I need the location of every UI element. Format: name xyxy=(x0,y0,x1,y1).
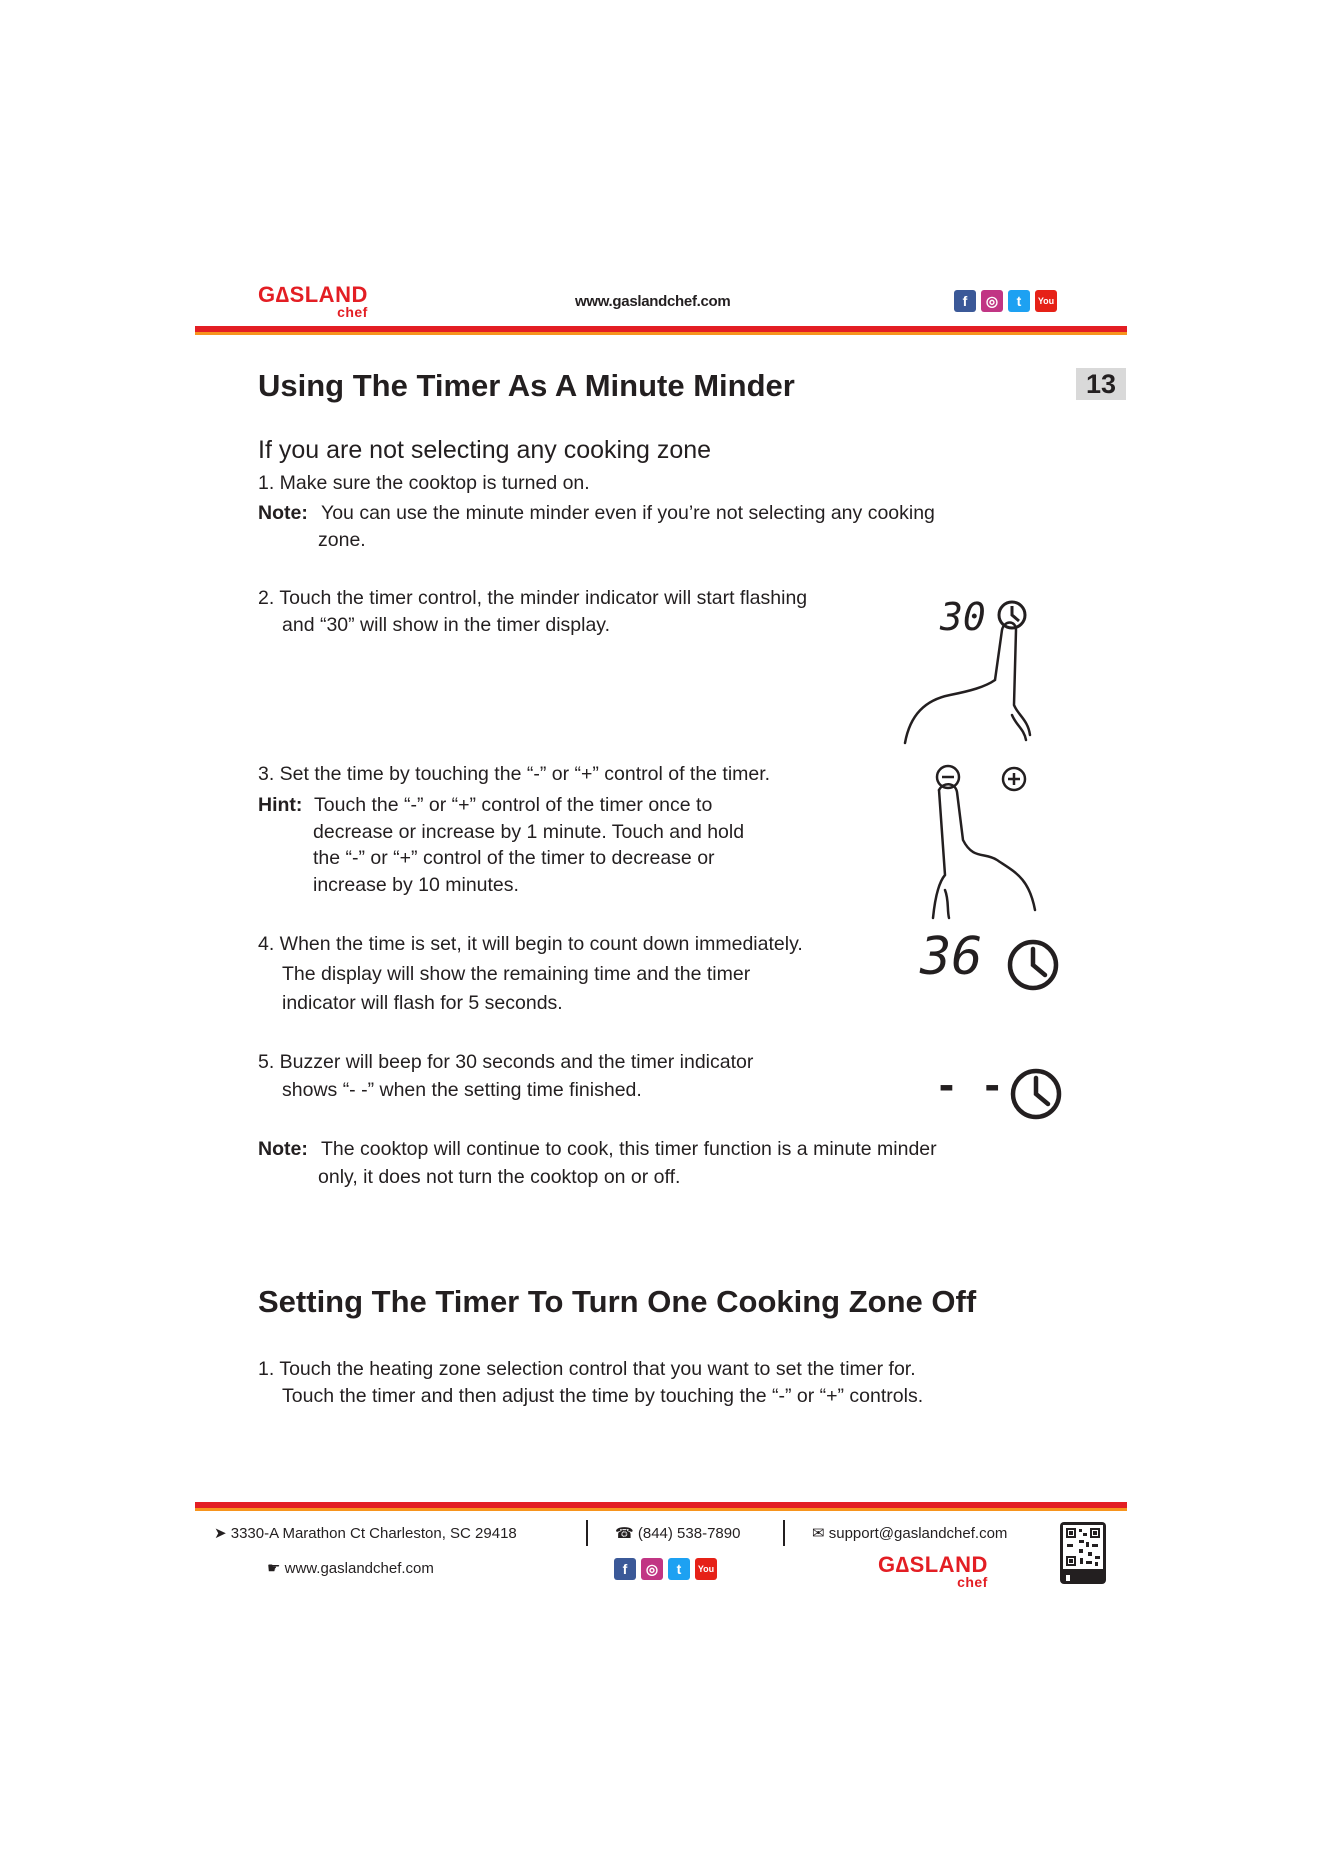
facebook-icon[interactable]: f xyxy=(614,1558,636,1580)
timer-display-dashes: - - xyxy=(935,1064,1004,1108)
note-1-line-2: zone. xyxy=(318,529,366,551)
phone-text[interactable]: (844) 538-7890 xyxy=(637,1525,741,1542)
instagram-icon[interactable]: ◎ xyxy=(981,290,1003,312)
address-text: 3330-A Marathon Ct Charleston, SC 29418 xyxy=(230,1525,517,1542)
footer-separator xyxy=(586,1520,588,1546)
clock-icon xyxy=(1005,937,1061,993)
timer-display-30: 30 xyxy=(940,595,986,639)
step-2-line-2: and “30” will show in the timer display. xyxy=(282,614,611,636)
hint-label: Hint: xyxy=(258,794,303,816)
twitter-icon[interactable]: t xyxy=(668,1558,690,1580)
footer-brand-logo xyxy=(878,1554,988,1588)
hand-icon xyxy=(905,623,1030,744)
hint-line-2: decrease or increase by 1 minute. Touch and hold xyxy=(313,821,745,843)
step-4-line-1: 4. When the time is set, it will begin to count down immediately. xyxy=(258,933,803,955)
note-2-label: Note: xyxy=(258,1138,308,1160)
header-orange-bar xyxy=(195,332,1127,335)
qr-code-icon xyxy=(1060,1522,1106,1584)
page-number: 13 xyxy=(1076,368,1126,400)
header-social-icons xyxy=(954,290,1057,312)
hint-line-1: Touch the “-” or “+” control of the timer once to xyxy=(314,794,713,816)
section-2-step-1-line-2: Touch the timer and then adjust the time by touching the “-” or “+” controls. xyxy=(282,1385,924,1407)
step-4-line-2: The display will show the remaining time and the timer xyxy=(282,963,751,985)
hint-line-4: increase by 10 minutes. xyxy=(313,874,519,896)
finger-touch-timer-figure xyxy=(900,595,1040,745)
hint-line-3: the “-” or “+” control of the timer to decrease or xyxy=(313,847,715,869)
step-5-line-1: 5. Buzzer will beep for 30 seconds and the timer indicator xyxy=(258,1051,754,1073)
step-2-line-1: 2. Touch the timer control, the minder indicator will start flashing xyxy=(258,587,808,609)
note-2-line-2: only, it does not turn the cooktop on or off. xyxy=(318,1166,681,1188)
logo-subtext: chef xyxy=(957,1574,988,1590)
instagram-icon[interactable]: ◎ xyxy=(641,1558,663,1580)
brand-logo xyxy=(258,284,368,318)
footer-orange-bar xyxy=(195,1508,1127,1511)
logo-text: G∆SLAND xyxy=(258,282,368,307)
step-3: 3. Set the time by touching the “-” or “+” control of the timer. xyxy=(258,763,771,785)
logo-subtext: chef xyxy=(337,304,368,320)
globe-icon: ☛ xyxy=(267,1560,281,1577)
mail-icon: ✉ xyxy=(812,1525,825,1542)
note-1-label: Note: xyxy=(258,502,308,524)
step-4-line-3: indicator will flash for 5 seconds. xyxy=(282,992,563,1014)
note-1-line-1: You can use the minute minder even if you’re not selecting any cooking xyxy=(321,502,935,524)
plus-icon xyxy=(1003,768,1025,790)
step-5-line-2: shows “- -” when the setting time finished. xyxy=(282,1079,642,1101)
facebook-icon[interactable]: f xyxy=(954,290,976,312)
section-2-step-1-line-1: 1. Touch the heating zone selection control that you want to set the timer for. xyxy=(258,1358,916,1380)
logo-text: G∆SLAND xyxy=(878,1552,988,1577)
phone-icon: ☎ xyxy=(615,1525,634,1542)
timer-display-36: 36 xyxy=(920,927,983,987)
note-2-line-1: The cooktop will continue to cook, this timer function is a minute minder xyxy=(321,1138,937,1160)
footer-website-link[interactable]: www.gaslandchef.com xyxy=(284,1560,434,1577)
step-1: 1. Make sure the cooktop is turned on. xyxy=(258,472,590,494)
footer-social-icons xyxy=(614,1558,717,1580)
footer-separator xyxy=(783,1520,785,1546)
youtube-icon[interactable]: You xyxy=(695,1558,717,1580)
hand-icon xyxy=(933,784,1035,918)
footer-address xyxy=(214,1524,517,1542)
section-subtitle: If you are not selecting any cooking zone xyxy=(258,436,712,464)
footer-phone xyxy=(615,1524,740,1542)
footer-website xyxy=(267,1559,434,1577)
clock-icon xyxy=(1008,1066,1064,1122)
header-website-link[interactable]: www.gaslandchef.com xyxy=(575,293,731,310)
youtube-icon[interactable]: You xyxy=(1035,290,1057,312)
location-arrow-icon: ➤ xyxy=(214,1525,227,1542)
section-title-turn-zone-off: Setting The Timer To Turn One Cooking Zone Off xyxy=(258,1284,977,1319)
section-title-minute-minder: Using The Timer As A Minute Minder xyxy=(258,368,795,403)
twitter-icon[interactable]: t xyxy=(1008,290,1030,312)
footer-email xyxy=(812,1524,1007,1542)
email-text[interactable]: support@gaslandchef.com xyxy=(828,1525,1008,1542)
finger-touch-minus-plus-figure xyxy=(925,760,1065,920)
